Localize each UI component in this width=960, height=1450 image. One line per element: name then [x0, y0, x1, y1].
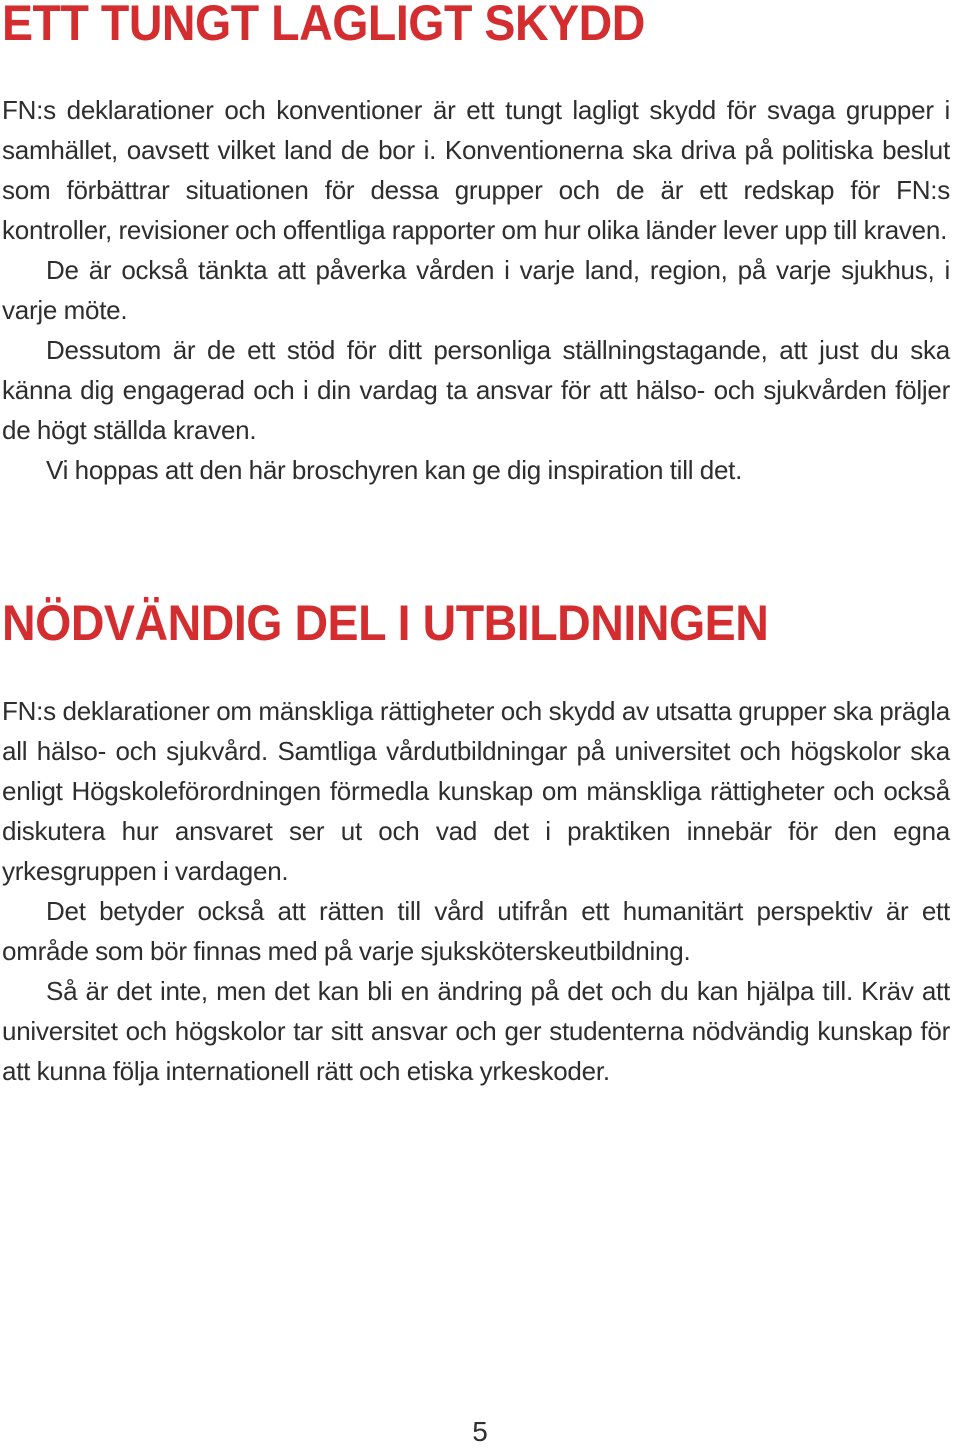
section-heading-education: NÖDVÄNDIG DEL I UTBILDNINGEN: [2, 595, 769, 651]
paragraph: FN:s deklarationer om mänskliga rättigheter och skydd av utsatta grupper ska prägla all hälso- och sjukvård. Samtliga vårdutbildningar på universitet och högskolor ska enligt Högskoleförordningen förmedla kunskap om mänskliga rättigheter och också diskutera hur ansvaret ser ut och vad det i praktiken innebär för den egna yrkesgruppen i vardagen.: [2, 696, 950, 886]
page-number: 5: [472, 1416, 488, 1447]
section-education: [2, 691, 950, 1091]
paragraph: FN:s deklarationer och konventioner är ett tungt lagligt skydd för svaga grupper i samhället, oavsett vilket land de bor i. Konventionerna ska driva på politiska beslut som förbättrar situationen för dessa grupper och de är ett redskap för FN:s kontroller, revisioner och offentliga rapporter om hur olika länder lever upp till kraven.: [2, 95, 950, 245]
paragraph: De är också tänkta att påverka vården i varje land, region, på varje sjukhus, i varje möte.: [2, 255, 950, 325]
section-legal-protection: [2, 90, 950, 490]
section-heading-legal-protection: ETT TUNGT LAGLIGT SKYDD: [2, 0, 645, 51]
paragraph: Vi hoppas att den här broschyren kan ge dig inspiration till det.: [46, 455, 743, 485]
paragraph: Dessutom är de ett stöd för ditt personliga ställningstagande, att just du ska känna dig engagerad och i din vardag ta ansvar för att hälso- och sjukvården följer de högt ställda kraven.: [2, 335, 950, 445]
paragraph: Det betyder också att rätten till vård utifrån ett humanitärt perspektiv är ett område som bör finnas med på varje sjuksköterskeutbildning.: [2, 896, 950, 966]
paragraph: Så är det inte, men det kan bli en ändring på det och du kan hjälpa till. Kräv att universitet och högskolor tar sitt ansvar och ger studenterna nödvändig kunskap för att kunna följa internationell rätt och etiska yrkeskoder.: [2, 976, 950, 1086]
